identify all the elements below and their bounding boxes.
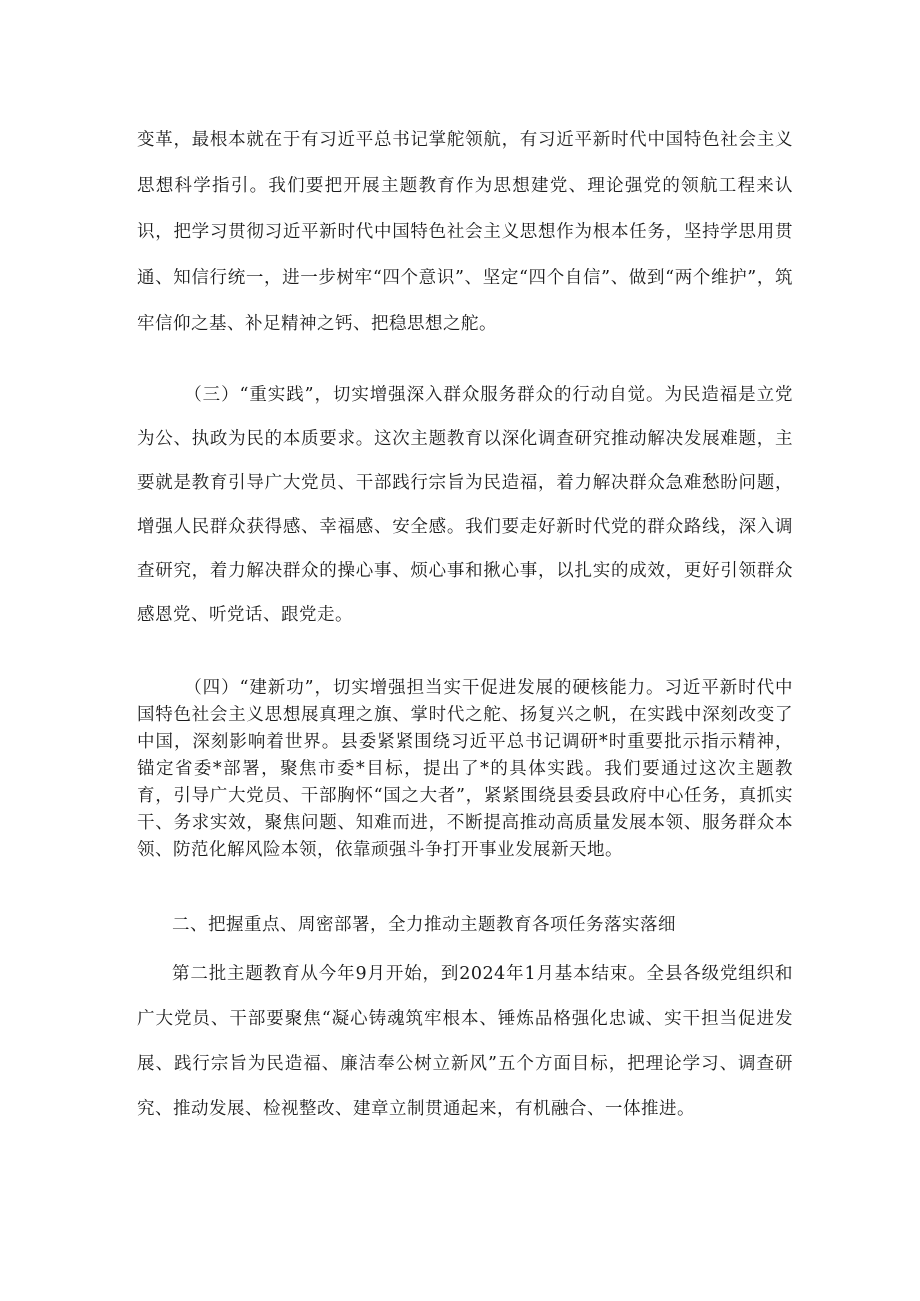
paragraph-continuation: 变革，最根本就在于有习近平总书记掌舵领航，有习近平新时代中国特色社会主义思想科学指引。我们要把开展主题教育作为思想建党、理论强党的领航工程来认识，把学习贯彻习近平新时代中国特色社会主义思想作为根本任务，坚持学思用贯通、知信行统一，进一步树牢“四个意识”、坚定“四个自信”、做到“两个维护”，筑牢信仰之基、补足精神之钙、把稳思想之舵。 <box>137 130 793 334</box>
paragraph-second-batch: 第二批主题教育从今年9月开始，到2024年1月基本结束。全县各级党组织和广大党员、干部要聚焦“凝心铸魂筑牢根本、锤炼品格强化忠诚、实干担当促进发展、践行宗旨为民造福、廉洁奉公树立新风”五个方面目标，把理论学习、调查研究、推动发展、检视整改、建章立制贯通起来，有机融合、一体推进。 <box>137 964 793 1119</box>
paragraph-section-4: （四）“建新功”，切实增强担当实干促进发展的硬核能力。习近平新时代中国特色社会主义思想展真理之旗、掌时代之舵、扬复兴之帆，在实践中深刻改变了中国，深刻影响着世界。县委紧紧围绕习近平总书记调研*时重要批示指示精神，锚定省委*部署，聚焦市委*目标，提出了*的具体实践。我们要通过这次主题教育，引导广大党员、干部胸怀“国之大者”，紧紧围绕县委县政府中心任务，真抓实干、务求实效，聚焦问题、知难而进，不断提高推动高质量发展本领、服务群众本领、防范化解风险本领，依靠顽强斗争打开事业发展新天地。 <box>137 678 793 860</box>
paragraph-section-3: （三）“重实践”，切实增强深入群众服务群众的行动自觉。为民造福是立党为公、执政为民的本质要求。这次主题教育以深化调查研究推动解决发展难题，主要就是教育引导广大党员、干部践行宗旨为民造福，着力解决群众急难愁盼问题，增强人民群众获得感、幸福感、安全感。我们要走好新时代党的群众路线，深入调查研究，着力解决群众的操心事、烦心事和揪心事，以扎实的成效，更好引领群众感恩党、听党话、跟党走。 <box>137 385 793 625</box>
section-heading-2: 二、把握重点、周密部署，全力推动主题教育各项任务落实落细 <box>172 915 676 935</box>
